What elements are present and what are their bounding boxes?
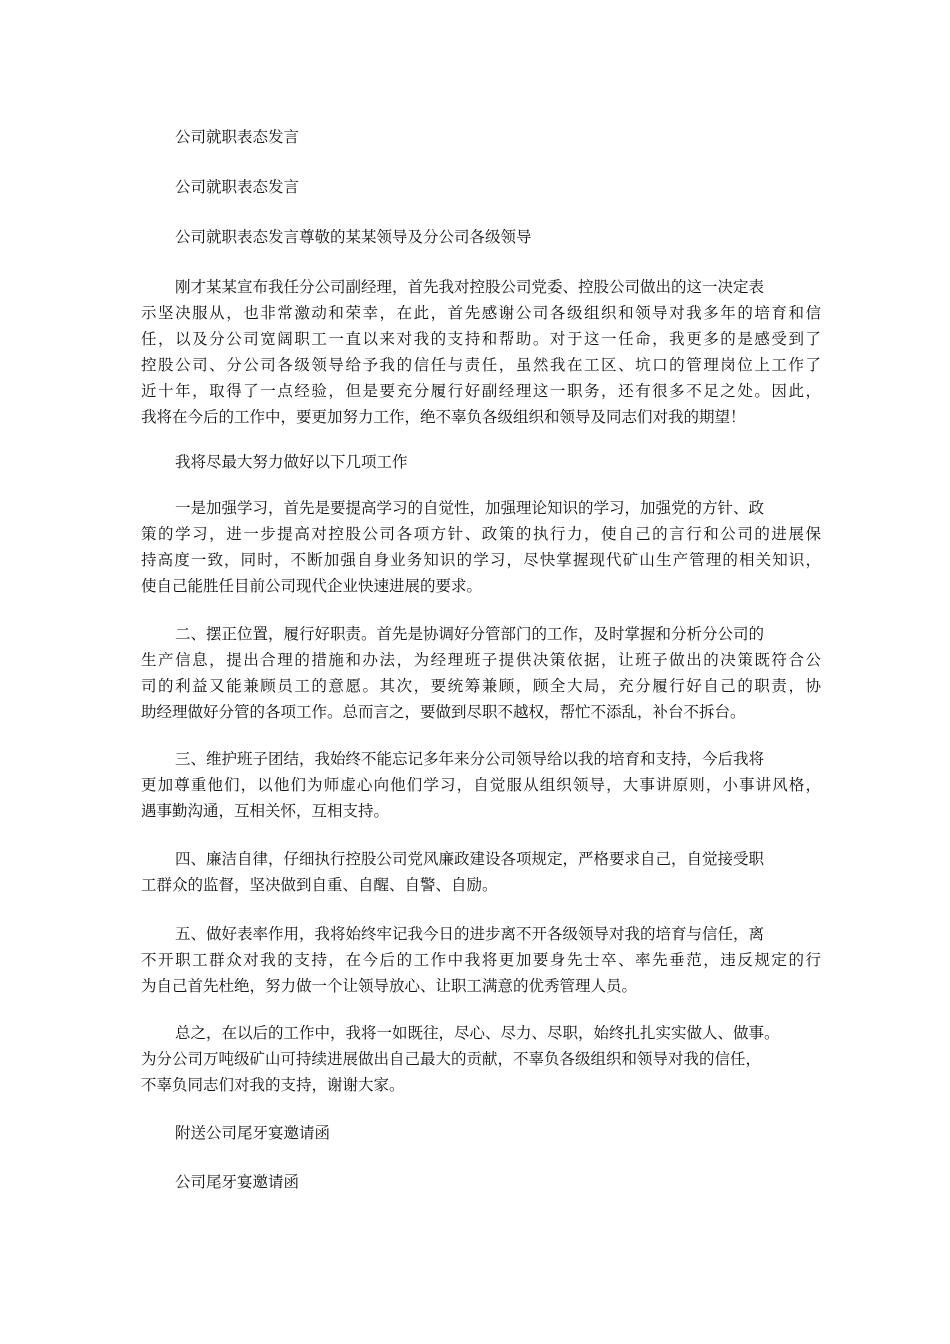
paragraph-line: 任，以及分公司宽阔职工一直以来对我的支持和帮助。对于这一任命，我更多的是感受到了 [141, 330, 821, 348]
paragraph-line: 二、摆正位置，履行好职责。首先是协调好分管部门的工作，及时掌握和分析分公司的 [175, 625, 765, 643]
paragraph-line: 生产信息，提出合理的措施和办法，为经理班子提供决策依据，让班子做出的决策既符合公 [141, 651, 821, 669]
heading-2: 公司就职表态发言 [175, 178, 300, 196]
paragraph-line: 持高度一致，同时，不断加强自身业务知识的学习，尽快掌握现代矿山生产管理的相关知识， [141, 551, 821, 569]
paragraph-line: 一是加强学习，首先是要提高学习的自觉性，加强理论知识的学习，加强党的方针、政 [175, 499, 765, 517]
paragraph-line: 为分公司万吨级矿山可持续进展做出自己最大的贡献，不辜负各级组织和领导对我的信任， [141, 1050, 762, 1068]
invitation-title: 公司尾牙宴邀请函 [175, 1173, 300, 1191]
salutation: 公司就职表态发言尊敬的某某领导及分公司各级领导 [175, 228, 532, 246]
paragraph-line: 我将在今后的工作中，要更加努力工作，绝不辜负各级组织和领导及同志们对我的期望！ [141, 408, 746, 426]
paragraph-line: 五、做好表率作用，我将始终牢记我今日的进步离不开各级领导对我的培育与信任，离 [175, 925, 765, 943]
paragraph-line: 遇事勤沟通，互相关怀，互相支持。 [141, 802, 390, 820]
section-intro: 我将尽最大努力做好以下几项工作 [175, 453, 408, 471]
paragraph-line: 控股公司、分公司各级领导给予我的信任与责任，虽然我在工区、坑口的管理岗位上工作了 [141, 356, 821, 374]
paragraph-line: 不辜负同志们对我的支持，谢谢大家。 [141, 1076, 405, 1094]
paragraph-line: 使自己能胜任目前公司现代企业快速进展的要求。 [141, 577, 483, 595]
paragraph-line: 司的利益又能兼顾员工的意愿。其次，要统筹兼顾，顾全大局，充分履行好自己的职责，协 [141, 677, 821, 695]
paragraph-line: 不开职工群众对我的支持，在今后的工作中我将更加要身先士卒、率先垂范，违反规定的行 [141, 951, 821, 969]
paragraph-line: 示坚决服从，也非常激动和荣幸，在此，首先感谢公司各级组织和领导对我多年的培育和信 [141, 304, 821, 322]
paragraph-line: 刚才某某宣布我任分公司副经理，首先我对控股公司党委、控股公司做出的这一决定表 [175, 278, 765, 296]
paragraph-line: 近十年，取得了一点经验，但是要充分履行好副经理这一职务，还有很多不足之处。因此， [141, 382, 821, 400]
paragraph-line: 助经理做好分管的各项工作。总而言之，要做到尽职不越权，帮忙不添乱，补台不拆台。 [141, 703, 746, 721]
paragraph-line: 三、维护班子团结，我始终不能忘记多年来分公司领导给以我的培育和支持，今后我将 [175, 750, 765, 768]
paragraph-line: 工群众的监督，坚决做到自重、自醒、自警、自励。 [141, 876, 498, 894]
paragraph-line: 四、廉洁自律，仔细执行控股公司党风廉政建设各项规定，严格要求自己，自觉接受职 [175, 850, 765, 868]
paragraph-line: 为自己首先杜绝，努力做一个让领导放心、让职工满意的优秀管理人员。 [141, 977, 638, 995]
appendix-title: 附送公司尾牙宴邀请函 [175, 1124, 331, 1142]
paragraph-line: 更加尊重他们，以他们为师虚心向他们学习，自觉服从组织领导，大事讲原则，小事讲风格， [141, 776, 821, 794]
heading-1: 公司就职表态发言 [175, 128, 300, 146]
paragraph-line: 总之，在以后的工作中，我将一如既往，尽心、尽力、尽职，始终扎扎实实做人、做事。 [175, 1024, 780, 1042]
paragraph-line: 策的学习，进一步提高对控股公司各项方针、政策的执行力，使自己的言行和公司的进展保 [141, 525, 821, 543]
